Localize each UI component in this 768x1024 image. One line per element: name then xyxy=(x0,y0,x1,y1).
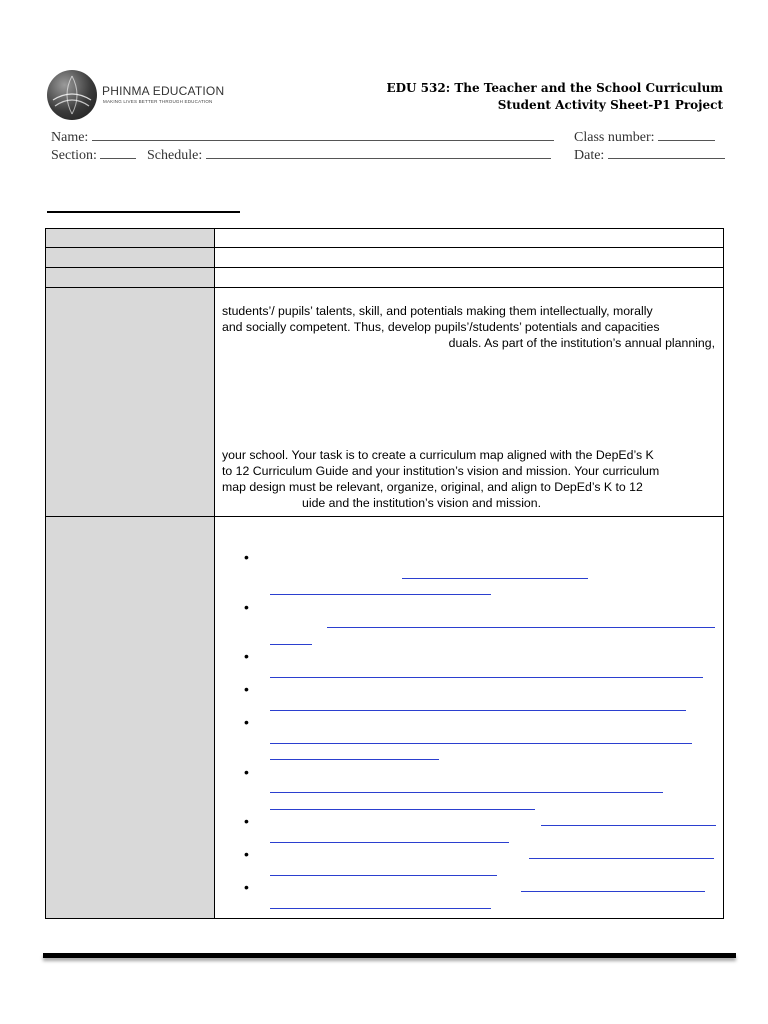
schedule-field[interactable] xyxy=(147,146,551,164)
name-label: Name: xyxy=(51,130,89,145)
schedule-label: Schedule: xyxy=(147,148,203,163)
table-row xyxy=(46,288,724,517)
list-item xyxy=(215,648,723,681)
bullet-icon: • xyxy=(244,549,249,565)
reference-link[interactable] xyxy=(270,759,439,760)
activity-table xyxy=(45,228,724,919)
bullet-icon: • xyxy=(244,813,249,829)
list-item xyxy=(215,714,723,764)
list-item xyxy=(215,846,723,879)
reference-link[interactable] xyxy=(270,644,312,645)
description-line: uide and the institution’s vision and mission. xyxy=(302,496,542,510)
value-cell xyxy=(215,248,724,268)
date-field[interactable] xyxy=(574,146,725,164)
list-item xyxy=(215,549,723,599)
name-field[interactable] xyxy=(51,128,554,146)
course-title: EDU 532: The Teacher and the School Curriculum xyxy=(386,81,723,95)
table-row xyxy=(46,268,724,288)
table-row xyxy=(46,517,724,919)
schedule-blank[interactable] xyxy=(206,146,551,159)
reference-link[interactable] xyxy=(270,908,491,909)
section-blank[interactable] xyxy=(100,146,136,159)
reference-link[interactable] xyxy=(521,891,705,892)
reference-link[interactable] xyxy=(270,809,535,810)
org-tagline: MAKING LIVES BETTER THROUGH EDUCATION xyxy=(103,99,213,104)
reference-link[interactable] xyxy=(541,825,716,826)
class-number-label: Class number: xyxy=(574,130,655,145)
label-cell xyxy=(46,517,215,919)
table-row xyxy=(46,229,724,248)
bullet-icon: • xyxy=(244,714,249,730)
description-line: duals. As part of the institution’s annual planning, xyxy=(448,336,715,350)
class-number-blank[interactable] xyxy=(658,128,715,141)
reference-link[interactable] xyxy=(270,743,692,744)
label-cell xyxy=(46,248,215,268)
reference-link[interactable] xyxy=(270,710,686,711)
reference-link[interactable] xyxy=(327,627,715,628)
bullet-icon: • xyxy=(244,846,249,862)
description-line: to 12 Curriculum Guide and your institution’s vision and mission. Your curriculum xyxy=(222,464,660,478)
reference-link[interactable] xyxy=(402,578,588,579)
name-blank[interactable] xyxy=(92,128,554,141)
list-item xyxy=(215,813,723,846)
class-number-field[interactable] xyxy=(574,128,715,146)
description-cell xyxy=(215,288,724,517)
label-cell xyxy=(46,288,215,517)
bullet-icon: • xyxy=(244,879,249,895)
value-cell xyxy=(215,229,724,248)
footer-bar xyxy=(43,953,736,958)
list-item xyxy=(215,764,723,814)
reference-link[interactable] xyxy=(270,677,703,678)
phinma-globe-logo-icon xyxy=(47,70,97,120)
section-field[interactable] xyxy=(51,146,136,164)
section-label: Section: xyxy=(51,148,97,163)
reference-link[interactable] xyxy=(529,858,714,859)
document-title xyxy=(386,80,723,114)
org-name: PHINMA EDUCATION xyxy=(102,84,225,98)
list-item xyxy=(215,599,723,649)
list-item xyxy=(215,879,723,912)
bullet-icon: • xyxy=(244,681,249,697)
label-cell xyxy=(46,268,215,288)
section-heading-rule xyxy=(47,211,240,213)
phinma-logo xyxy=(47,70,225,122)
date-blank[interactable] xyxy=(608,146,725,159)
description-line: and socially competent. Thus, develop pupils’/students’ potentials and capacities xyxy=(222,320,660,334)
value-cell xyxy=(215,268,724,288)
bullet-icon: • xyxy=(244,598,249,615)
sheet-title: Student Activity Sheet-P1 Project xyxy=(497,98,723,112)
bullet-icon: • xyxy=(244,648,249,664)
date-label: Date: xyxy=(574,148,605,163)
globe-lines-icon xyxy=(47,70,97,120)
description-line: your school. Your task is to create a curriculum map aligned with the DepEd’s K xyxy=(222,448,654,462)
description-line: map design must be relevant, organize, original, and align to DepEd’s K to 12 xyxy=(222,480,643,494)
table-row xyxy=(46,248,724,268)
bullet-icon: • xyxy=(244,763,249,780)
reference-list xyxy=(215,517,723,912)
reference-link[interactable] xyxy=(270,792,663,793)
reference-link[interactable] xyxy=(270,594,491,595)
label-cell xyxy=(46,229,215,248)
list-item xyxy=(215,681,723,714)
reference-link[interactable] xyxy=(270,842,509,843)
reference-link[interactable] xyxy=(270,875,497,876)
description-line: students’/ pupils’ talents, skill, and potentials making them intellectually, morally xyxy=(222,304,653,318)
reference-list-cell xyxy=(215,517,724,919)
